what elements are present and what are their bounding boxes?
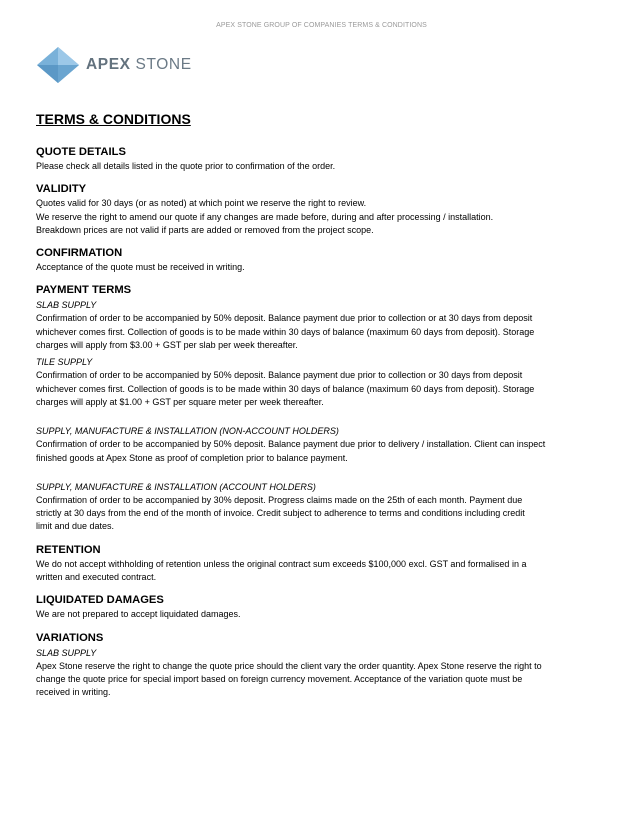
section-payment-terms (36, 283, 626, 533)
section-heading: QUOTE DETAILS (36, 146, 126, 158)
subsection-heading: TILE SUPPLY (36, 357, 93, 368)
body-line: Apex Stone reserve the right to change the quote price should the client vary the order quantity. Apex Stone reserve the right to (36, 660, 542, 671)
body-line: Quotes valid for 30 days (or as noted) at which point we reserve the right to review. (36, 198, 367, 209)
document-body (36, 110, 626, 709)
body-line: received in writing. (36, 687, 111, 698)
body-line: written and executed contract. (36, 572, 157, 583)
section-retention (36, 543, 626, 585)
section-heading: VALIDITY (36, 183, 87, 196)
body-line: Breakdown prices are not valid if parts are added or removed from the project scope. (36, 224, 374, 235)
body-line: change the quote price for special import based on foreign currency movement. Acceptance of the variation quote must be (36, 673, 523, 684)
section-variations (36, 631, 626, 700)
section-heading: CONFIRMATION (36, 247, 123, 260)
company-logo (36, 46, 192, 84)
section-confirmation (36, 246, 626, 274)
body-line: Please check all details listed in the quote prior to confirmation of the order. (36, 161, 336, 171)
body-line: Confirmation of order to be accompanied by 50% deposit. Balance payment due prior to collection or 30 days from deposit (36, 370, 523, 381)
subsection-heading: SUPPLY, MANUFACTURE & INSTALLATION (ACCOUNT HOLDERS) (36, 481, 316, 492)
body-line: whichever comes first. Collection of goods is to be made within 30 days of balance (maximum 60 days from deposit). Storage (36, 326, 535, 337)
body-line: charges will apply from $3.00 + GST per slab per week thereafter. (36, 340, 298, 351)
body-line: strictly at 30 days from the end of the month of invoice. Credit subject to adherence to terms and conditions including credit (36, 508, 525, 519)
section-heading: VARIATIONS (36, 631, 104, 644)
body-line: charges will apply at $1.00 + GST per square meter per week thereafter. (36, 396, 324, 407)
body-line: limit and due dates. (36, 521, 115, 532)
section-liquidated-damages (36, 593, 626, 621)
section-heading: LIQUIDATED DAMAGES (36, 594, 164, 607)
logo-wordmark: APEX STONE (86, 56, 192, 73)
body-line: Confirmation of order to be accompanied by 50% deposit. Balance payment due prior to delivery / installation. Client can inspect (36, 439, 546, 450)
body-line: We are not prepared to accept liquidated damages. (36, 609, 241, 620)
section-quote-details (36, 145, 626, 173)
document-title: TERMS & CONDITIONS (36, 111, 191, 127)
body-line: whichever comes first. Collection of goods is to be made within 30 days of balance (maximum 60 days from deposit). Storage (36, 383, 535, 394)
section-heading: PAYMENT TERMS (36, 284, 132, 297)
subsection-heading: SUPPLY, MANUFACTURE & INSTALLATION (NON-ACCOUNT HOLDERS) (36, 426, 339, 437)
body-line: We do not accept withholding of retention unless the original contract sum exceeds $100,000 excl. GST and formalised in a (36, 558, 527, 569)
section-heading: RETENTION (36, 543, 101, 556)
subsection-heading: SLAB SUPPLY (36, 300, 97, 311)
body-line: We reserve the right to amend our quote if any changes are made before, during and after processing / installation. (36, 211, 494, 222)
body-line: Confirmation of order to be accompanied by 50% deposit. Balance payment due prior to collection or at 30 days from deposit (36, 313, 533, 324)
body-line: Acceptance of the quote must be received in writing. (36, 262, 245, 273)
body-line: finished goods at Apex Stone as proof of completion prior to balance payment. (36, 452, 348, 463)
body-line: Confirmation of order to be accompanied by 30% deposit. Progress claims made on the 25th of each month. Payment due (36, 494, 523, 505)
subsection-heading: SLAB SUPPLY (36, 647, 97, 658)
apex-diamond-icon (36, 46, 80, 84)
section-validity (36, 182, 626, 237)
page-header: APEX STONE GROUP OF COMPANIES TERMS & CONDITIONS (216, 22, 427, 29)
